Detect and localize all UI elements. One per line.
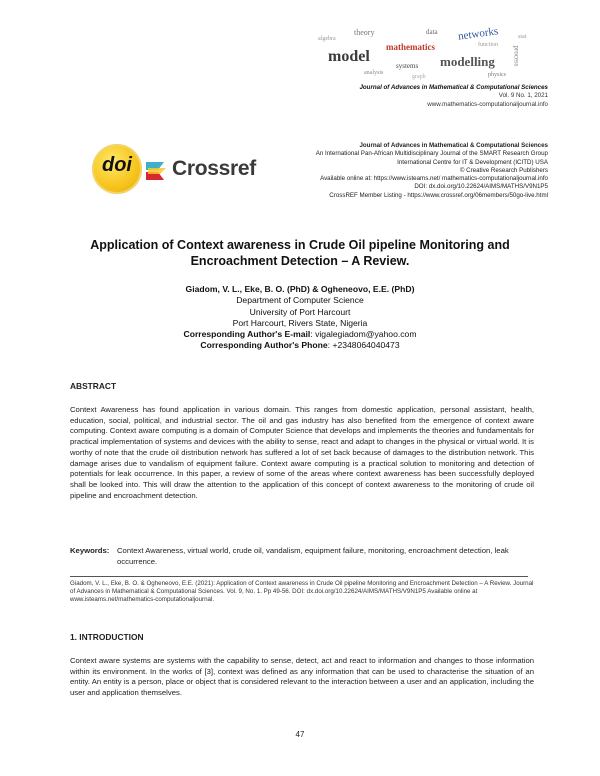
author-block: [0, 284, 600, 352]
affiliation-location: Port Harcourt, Rivers State, Nigeria: [232, 317, 368, 328]
page-number: 47: [295, 730, 305, 739]
author-names: Giadom, V. L., Eke, B. O. (PhD) & Ogheneovo, E.E. (PhD): [185, 284, 415, 294]
keywords-text: Context Awareness, virtual world, crude oil, vandalism, equipment failure, monitoring, encroachment detection, leak occurrence.: [117, 546, 509, 566]
doi-crossref-logo: [92, 140, 256, 198]
crossref-icon: [144, 158, 170, 184]
wordcloud-word: graph: [412, 74, 426, 80]
wordcloud-word: systems: [396, 62, 419, 70]
corresponding-email: [0, 329, 600, 340]
paper-title: [0, 237, 600, 269]
journal-header-title: Journal of Advances in Mathematical & Computational Sciences: [359, 84, 548, 91]
journal-header-image: [318, 22, 536, 84]
wordcloud-word: modelling: [440, 54, 495, 69]
publisher-line: Available online at: https://www.isteams.net/ mathematics-computationaljournal.info: [320, 175, 548, 183]
phone-label: Corresponding Author's Phone: [200, 340, 328, 351]
doi-logo-text: doi: [102, 154, 132, 176]
introduction-heading: 1. INTRODUCTION: [70, 632, 144, 642]
email-label: Corresponding Author's E-mail: [183, 329, 311, 340]
publisher-info: [316, 142, 548, 200]
publisher-line: An International Pan-African Multidisciplinary Journal of the SMART Research Group: [315, 150, 548, 158]
affiliation-university: University of Port Harcourt: [249, 306, 351, 317]
publisher-doi: DOI: dx.doi.org/10.22624/AIMS/MATHS/V9N1P5: [414, 183, 548, 191]
wordcloud-word: process: [512, 45, 521, 67]
publisher-crossref: CrossREF Member Listing - https://www.crossref.org/06members/50go-live.html: [329, 191, 548, 199]
wordcloud-word: function: [478, 42, 498, 48]
wordcloud-word: theory: [354, 28, 375, 37]
keywords-label: Keywords:: [70, 546, 110, 555]
publisher-line: © Creative Research Publishers: [459, 166, 548, 174]
journal-header: [359, 84, 548, 109]
wordcloud-word: networks: [457, 25, 499, 43]
introduction-body: Context aware systems are systems with the capability to sense, detect, act and react to information and changes to those information within its environment. In the works of [3], context was defined as any information that can be used to characterise the situation of an entity. An entity is a person, place or object that is considered relevant to the interaction between a user and an application, including the user and application themselves.: [70, 656, 534, 698]
wordcloud-word: model: [328, 48, 370, 65]
wordcloud-word: mathematics: [386, 42, 435, 52]
crossref-logo-text: Crossref: [172, 157, 256, 180]
affiliation-department: Department of Computer Science: [236, 295, 364, 306]
wordcloud-word: stat: [518, 34, 527, 40]
phone-value: : +2348064040473: [327, 340, 400, 351]
abstract-body: Context Awareness has found application in various domain. This ranges from domestic application, personal assistant, health, education, social, political, and industrial sector. The oil and gas industry has also benefited from the emergence of context aware computing. Context aware computing is a domain of Computer Science that develops and implements the theories and fundamentals for practical implementation of systems and devices with the ability to sense, react and adapt to changes in the physical or virtual world. It is worthy of note that the crude oil distribution network has suffered a lot of set back because of damages to the distribution network. This damage arises due to vandalism of equipment failure. Context aware computing is a practical solution to monitoring and detection of potentials for leak occurrence. In this paper, a review of some of the areas where context awareness has been successfully deployed shall be looked into. This will draw the attention to the application of this concept of context awareness to the monitoring of crude oil pipeline and encroachment detection.: [70, 405, 534, 500]
publisher-line: International Centre for IT & Development (ICITD) USA: [397, 158, 548, 166]
journal-header-volume: Vol. 9 No. 1, 2021: [498, 92, 548, 100]
divider: [70, 576, 528, 577]
wordcloud-word: algebra: [318, 36, 336, 42]
abstract-heading: ABSTRACT: [70, 381, 117, 391]
wordcloud-word: analysis: [364, 70, 384, 76]
citation-block: Giadom, V. L., Eke, B. O. & Ogheneovo, E.E. (2021): Application of Context awareness in Crude Oil pipeline Monitoring and Encroachment Detection – A Review. Journal of Advances in Mathematical & Computational Sciences. Vol. 9, No. 1. Pp 49-56. DOI: dx.doi.org/10.22624/AIMS/MATHS/V9N1P5 Available online at www.isteams.net/mathematics-computationaljournal.: [70, 580, 534, 604]
email-value: : vigalegiadom@yahoo.com: [310, 329, 417, 340]
wordcloud-word: physics: [488, 72, 506, 78]
corresponding-phone: [0, 340, 600, 351]
wordcloud-word: data: [426, 28, 438, 36]
publisher-journal-title: Journal of Advances in Mathematical & Computational Sciences: [359, 142, 548, 149]
paper-title-line: Encroachment Detection – A Review.: [190, 254, 410, 268]
paper-title-line: Application of Context awareness in Crude Oil pipeline Monitoring and: [90, 238, 510, 252]
journal-header-website: www.mathematics-computationaljournal.info: [427, 100, 548, 108]
